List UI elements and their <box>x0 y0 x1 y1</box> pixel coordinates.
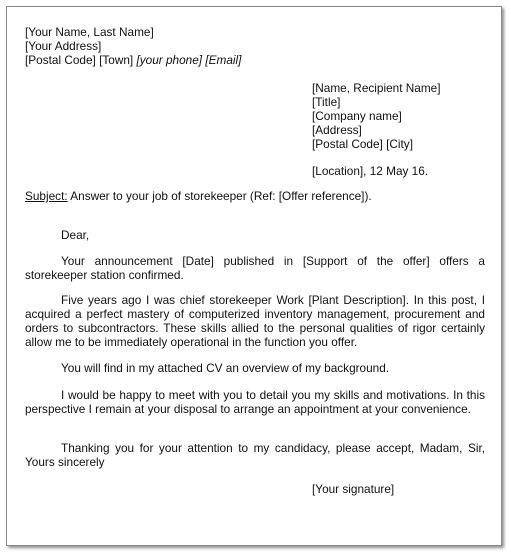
subject-line <box>25 189 372 203</box>
recipient-title: [Title] <box>312 95 341 109</box>
body-paragraph-4 <box>25 388 485 416</box>
paragraph-text: Thanking you for your attention to my candidacy, please accept, Madam, Sir, Yours sincerely <box>25 441 485 469</box>
recipient-address: [Address] <box>312 123 362 137</box>
paragraph-text: You will find in my attached CV an overview of my background. <box>61 361 390 375</box>
sender-postal-town <box>25 53 241 67</box>
sender-address: [Your Address] <box>25 39 102 53</box>
body-paragraph-2 <box>25 293 485 349</box>
subject-label: Subject: <box>25 189 68 203</box>
body-paragraph-1 <box>25 254 485 282</box>
signature: [Your signature] <box>312 482 395 496</box>
letter-page <box>6 6 502 546</box>
recipient-name: [Name, Recipient Name] <box>312 81 441 95</box>
recipient-company: [Company name] <box>312 109 402 123</box>
recipient-postal-city: [Postal Code] [City] <box>312 137 413 151</box>
date-line: [Location], 12 May 16. <box>312 164 429 178</box>
sender-name: [Your Name, Last Name] <box>25 25 154 39</box>
body-paragraph-3 <box>25 361 485 375</box>
paragraph-text: I would be happy to meet with you to detail you my skills and motivations. In this perspective I remain at your disposal to arrange an appointment at your convenience. <box>25 388 485 416</box>
paragraph-text: Five years ago I was chief storekeeper Work [Plant Description]. In this post, I acquired a perfect mastery of computerized inventory management, procurement and orders to subcontractors. These skills allied to the personal qualities of rigor certainly allow me to be immediately operational in the function you offer. <box>25 293 485 349</box>
salutation: Dear, <box>61 228 90 242</box>
body-paragraph-5 <box>25 441 485 469</box>
paragraph-text: Your announcement [Date] published in [Support of the offer] offers a storekeeper station confirmed. <box>25 254 485 282</box>
sender-contact: [your phone] [Email] <box>136 53 242 67</box>
sender-postal-town-text: [Postal Code] [Town] <box>25 53 134 67</box>
subject-text: Answer to your job of storekeeper (Ref: [Offer reference]). <box>67 189 372 203</box>
